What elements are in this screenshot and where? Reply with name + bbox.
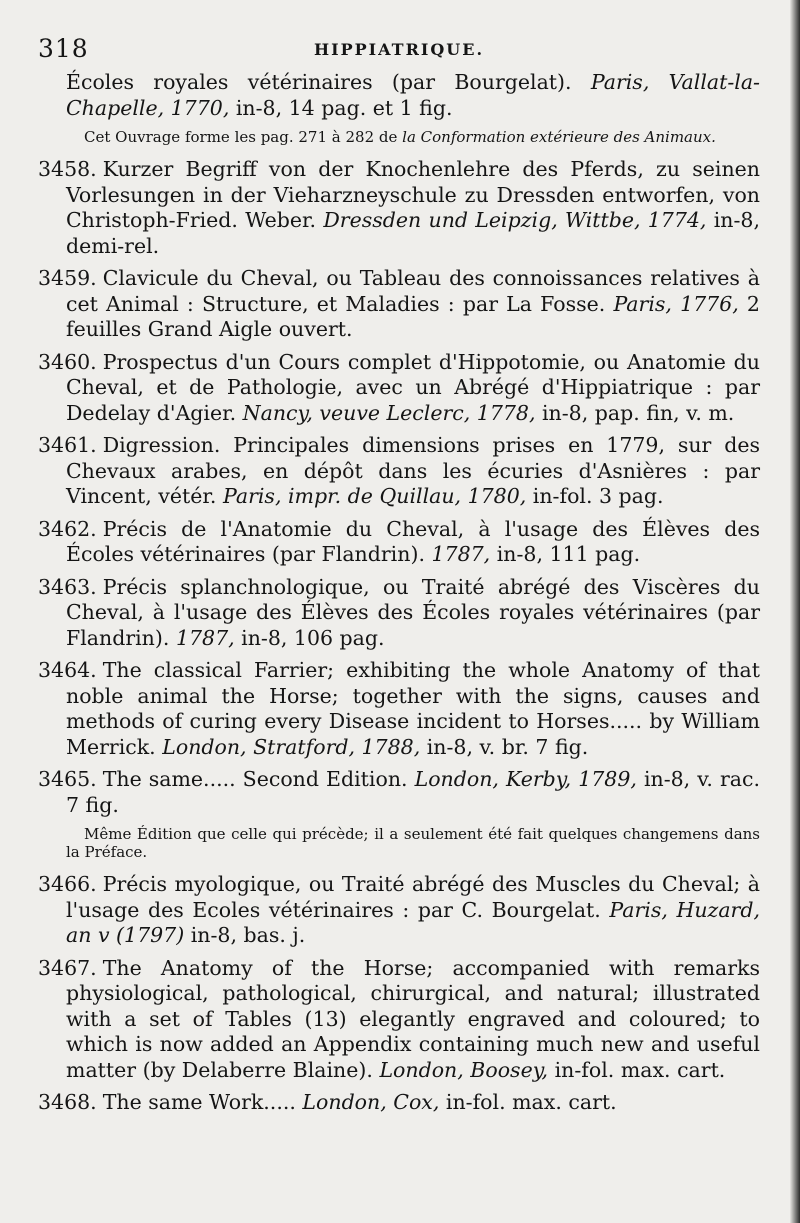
entry-imprint: Paris, Huzard, an v (1797) [66,897,760,947]
entry-number: 3463. [38,574,97,599]
running-title: HIPPIATRIQUE. [313,40,485,59]
entry-title: Écoles royales vétérinaires (par Bourgelat). [66,70,572,94]
entry-imprint: Paris, Vallat-la-Chapelle, 1770, [66,70,760,120]
note-italic-text: la Conformation extérieure des Animaux. [402,128,716,146]
entry-format: in-8, v. rac. 7 fig. [66,767,760,817]
entry-title: The same Work..... [102,1090,296,1114]
entry-title: Précis splanchnologique, ou Traité abrégé des Viscères du Cheval, à l'usage des Élèves des Écoles royales vétérinaires (par Flandrin). [66,574,760,650]
entry-format: in-8, bas. j. [190,923,306,947]
entry-title: The classical Farrier; exhibiting the whole Anatomy of that noble animal the Horse; together with the signs, causes and methods of curing every Disease incident to Horses..... by William Merrick. [66,658,760,759]
entry-format: in-8, demi-rel. [66,208,760,258]
entry-title: The same..... Second Edition. [102,767,408,791]
catalogue-entry [38,350,760,427]
entry-number: 3468. [38,1090,97,1114]
catalogue-entry [38,658,760,760]
catalogue-entry [38,157,760,259]
catalogue-entry [38,872,760,949]
entry-format: in-fol. max. cart. [554,1057,726,1082]
entry-number: 3460. [38,349,97,374]
entry-note [38,128,760,146]
entry-number: 3459. [38,266,97,290]
catalogue-entry [38,1090,760,1116]
note-text: Même Édition que celle qui précède; il a seulement été fait quelques changemens dans la Préface. [66,825,760,861]
entry-format: in-8, 14 pag. et 1 fig. [235,95,453,120]
entry-title: Précis de l'Anatomie du Cheval, à l'usage des Élèves des Écoles vétérinaires (par Flandrin). [66,516,760,566]
catalogue-entry [38,433,760,510]
entry-format: in-8, 111 pag. [496,542,641,566]
entry-imprint: 1787, [175,625,235,650]
entry-title: Kurzer Begriff von der Knochenlehre des Pferds, zu seinen Vorlesungen in der Vieharzneyschule zu Dressden entworfen, von Christoph-Fried. Weber. [66,157,760,232]
entry-imprint: Paris, 1776, [613,291,739,316]
entry-format: in-8, v. br. 7 fig. [426,734,589,759]
entry-format: in-8, 106 pag. [241,625,385,650]
entry-imprint: Nancy, veuve Leclerc, 1778, [242,400,536,425]
entry-imprint: Dressden und Leipzig, Wittbe, 1774, [323,208,707,232]
entry-format: in-fol. 3 pag. [532,484,664,508]
entry-imprint: London, Kerby, 1789, [414,767,637,791]
entry-number: 3466. [38,872,97,896]
entry-note [38,825,760,861]
entry-title: The Anatomy of the Horse; accompanied with remarks physiological, pathological, chirurgical, and natural; illustrated with a set of Tables (13) elegantly engraved and coloured; to which is now added an Appendix containing much new and useful matter (by Delaberre Blaine). [66,955,760,1082]
catalogue-entries [38,70,760,1116]
entry-title: Clavicule du Cheval, ou Tableau des connoissances relatives à cet Animal : Structure, et Maladies : par La Fosse. [66,266,760,316]
entry-imprint: Paris, impr. de Quillau, 1780, [222,484,527,508]
entry-imprint: London, Boosey, [379,1057,549,1082]
entry-imprint: London, Cox, [302,1090,440,1114]
catalogue-entry [38,767,760,818]
running-head [38,26,760,70]
catalogue-entry [38,517,760,568]
entry-number: 3467. [38,955,97,980]
entry-number: 3461. [38,433,97,457]
catalogue-entry [38,70,760,121]
catalogue-entry [38,266,760,343]
entry-number: 3462. [38,516,97,541]
entry-number: 3465. [38,767,97,791]
note-text: Cet Ouvrage forme les pag. 271 à 282 de [84,128,398,146]
page-number: 318 [38,34,89,63]
entry-imprint: 1787, [431,542,491,566]
entry-title: Prospectus d'un Cours complet d'Hippotomie, ou Anatomie du Cheval, et de Pathologie, avec un Abrégé d'Hippiatrique : par Dedelay d'Agier. [66,349,760,425]
catalogue-entry [38,575,760,652]
entry-format: 2 feuilles Grand Aigle ouvert. [66,291,760,341]
entry-format: in-fol. max. cart. [445,1090,617,1114]
entry-title: Précis myologique, ou Traité abrégé des Muscles du Cheval; à l'usage des Ecoles vétérinaires : par C. Bourgelat. [66,872,760,922]
entry-number: 3458. [38,157,97,181]
catalogue-entry [38,956,760,1084]
entry-title: Digression. Principales dimensions prises en 1779, sur des Chevaux arabes, en dépôt dans les écuries d'Asnières : par Vincent, vétér. [66,433,760,508]
entry-format: in-8, pap. fin, v. m. [542,400,735,425]
entry-imprint: London, Stratford, 1788, [162,734,421,759]
entry-number: 3464. [38,658,97,682]
